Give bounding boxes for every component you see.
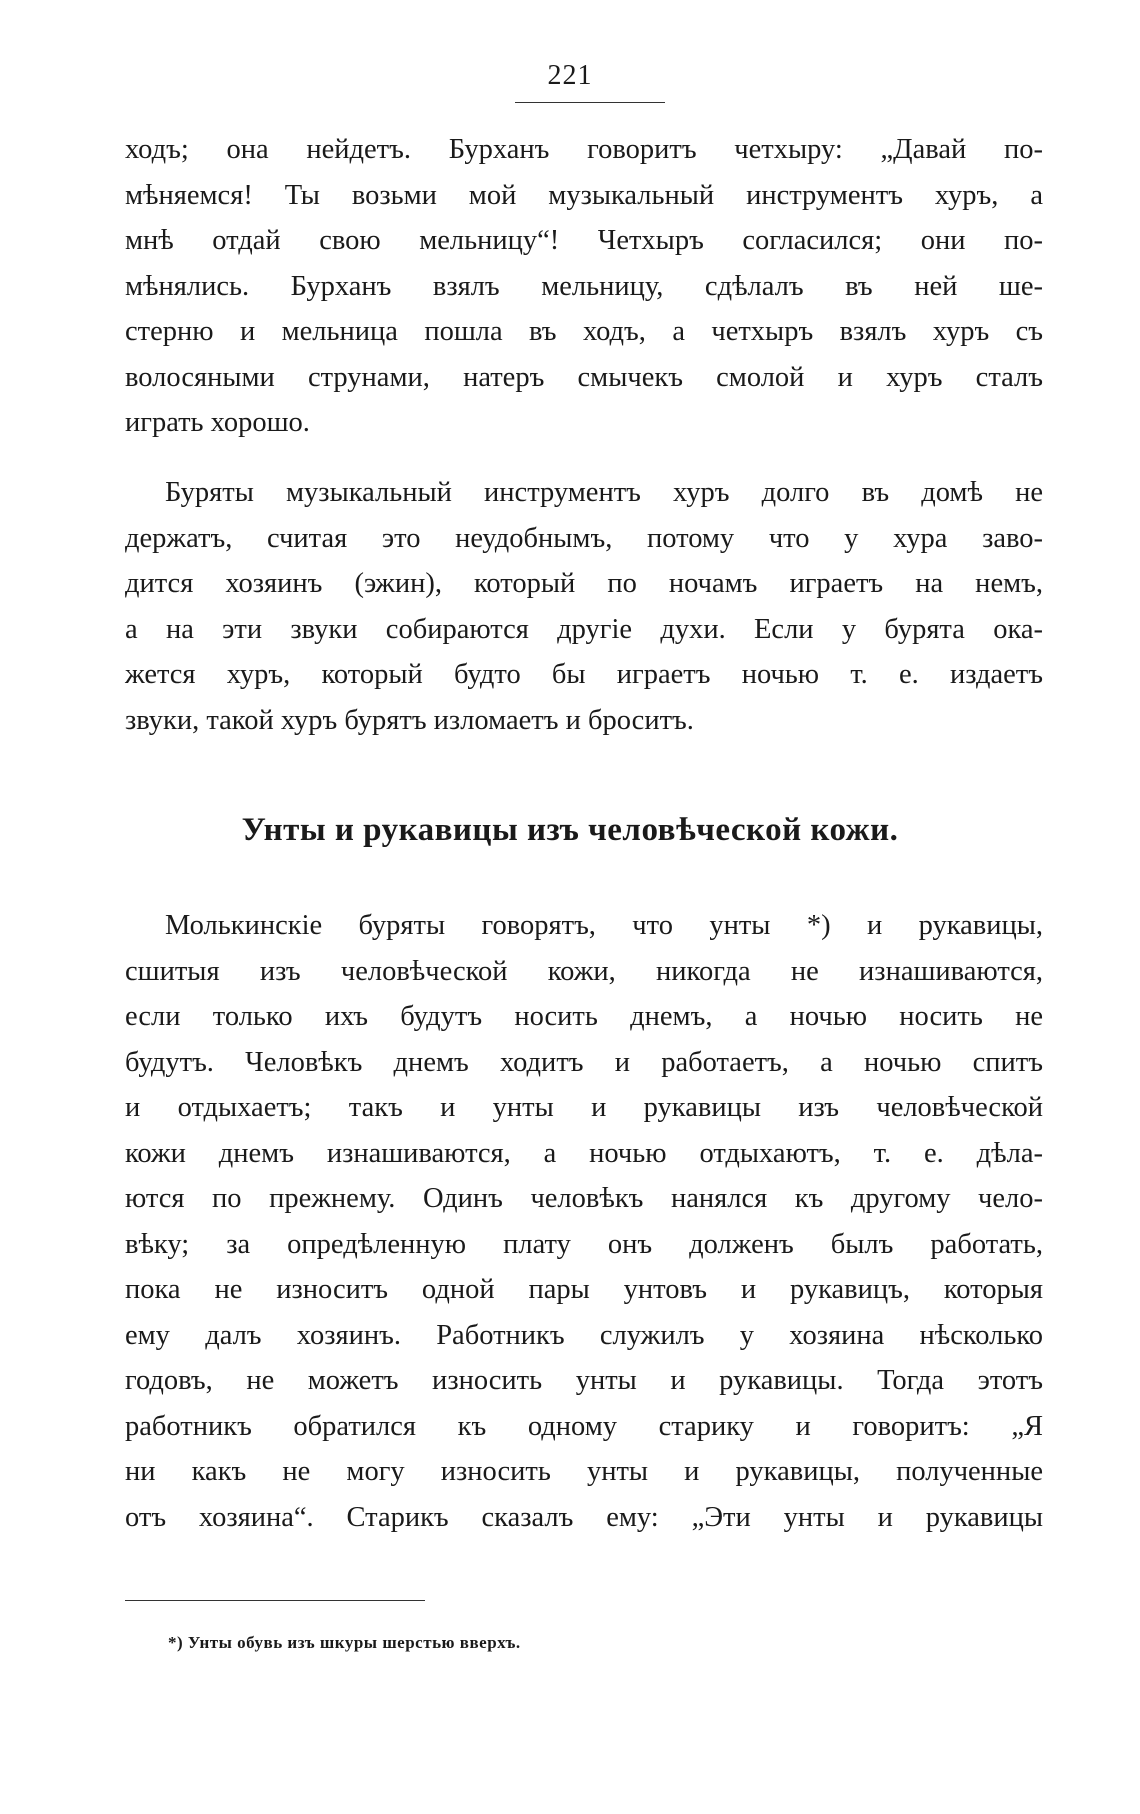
text-line: будутъ. Человѣкъ днемъ ходитъ и работаетъ, а ночью спитъ (125, 1046, 1043, 1078)
text-line: мѣняемся! Ты возьми мой музыкальный инструментъ хуръ, а (125, 179, 1043, 211)
page-number-rule (515, 102, 665, 103)
text-line: ни какъ не могу износить унты и рукавицы, полученные (125, 1456, 1043, 1487)
text-line: мнѣ отдай свою мельницу“! Четхыръ согласился; они по- (125, 225, 1043, 256)
text-line: стерню и мельница пошла въ ходъ, а четхыръ взялъ хуръ съ (125, 316, 1043, 347)
page-number: 221 (547, 60, 593, 91)
text-line: дится хозяинъ (эжин), который по ночамъ играетъ на немъ, (125, 568, 1043, 599)
footnote: *) Унты обувь изъ шкуры шерстью вверхъ. (168, 1633, 521, 1652)
section-title: Унты и рукавицы изъ человѣческой кожи. (241, 812, 899, 848)
text-line: играть хорошо. (125, 407, 310, 438)
text-line: ходъ; она нейдетъ. Бурханъ говоритъ четхыру: „Давай по- (125, 134, 1043, 165)
text-line: мѣнялись. Бурханъ взялъ мельницу, сдѣлалъ въ ней ше- (125, 270, 1043, 302)
footnote-rule (125, 1600, 425, 1601)
text-line: и отдыхаетъ; такъ и унты и рукавицы изъ человѣческой (125, 1092, 1043, 1123)
text-line: сшитыя изъ человѣческой кожи, никогда не изнашиваются, (125, 955, 1043, 987)
text-line: Буряты музыкальный инструментъ хуръ долго въ домѣ не (165, 477, 1043, 508)
paragraph-unty (125, 903, 1043, 1540)
paragraph-khur (125, 470, 1043, 743)
text-line: держатъ, считая это неудобнымъ, потому что у хура заво- (125, 522, 1043, 554)
text-line: жется хуръ, который будто бы играетъ ночью т. е. издаетъ (125, 659, 1043, 690)
text-line: волосяными струнами, натеръ смычекъ смолой и хуръ сталъ (125, 361, 1043, 393)
text-line: кожи днемъ изнашиваются, а ночью отдыхаютъ, т. е. дѣла- (125, 1137, 1043, 1169)
text-line: пока не износитъ одной пары унтовъ и рукавицъ, которыя (125, 1274, 1043, 1305)
text-line: вѣку; за опредѣленную плату онъ долженъ былъ работать, (125, 1228, 1043, 1260)
text-line: звуки, такой хуръ бурятъ изломаетъ и броситъ. (125, 704, 694, 736)
text-line: работникъ обратился къ одному старику и говоритъ: „Я (125, 1410, 1043, 1442)
text-line: ются по прежнему. Одинъ человѣкъ нанялся къ другому чело- (125, 1183, 1043, 1214)
text-line: годовъ, не можетъ износить унты и рукавицы. Тогда этотъ (125, 1365, 1043, 1396)
text-line: отъ хозяина“. Старикъ сказалъ ему: „Эти унты и рукавицы (125, 1501, 1043, 1533)
text-line: если только ихъ будутъ носить днемъ, а ночью носить не (125, 1001, 1043, 1032)
text-line: ему далъ хозяинъ. Работникъ служилъ у хозяина нѣсколько (125, 1319, 1043, 1351)
text-line: а на эти звуки собираются другiе духи. Если у бурята ока- (125, 613, 1043, 645)
text-line: Молькинскiе буряты говорятъ, что унты *) и рукавицы, (165, 910, 1043, 941)
paragraph-continuation (125, 127, 1043, 446)
